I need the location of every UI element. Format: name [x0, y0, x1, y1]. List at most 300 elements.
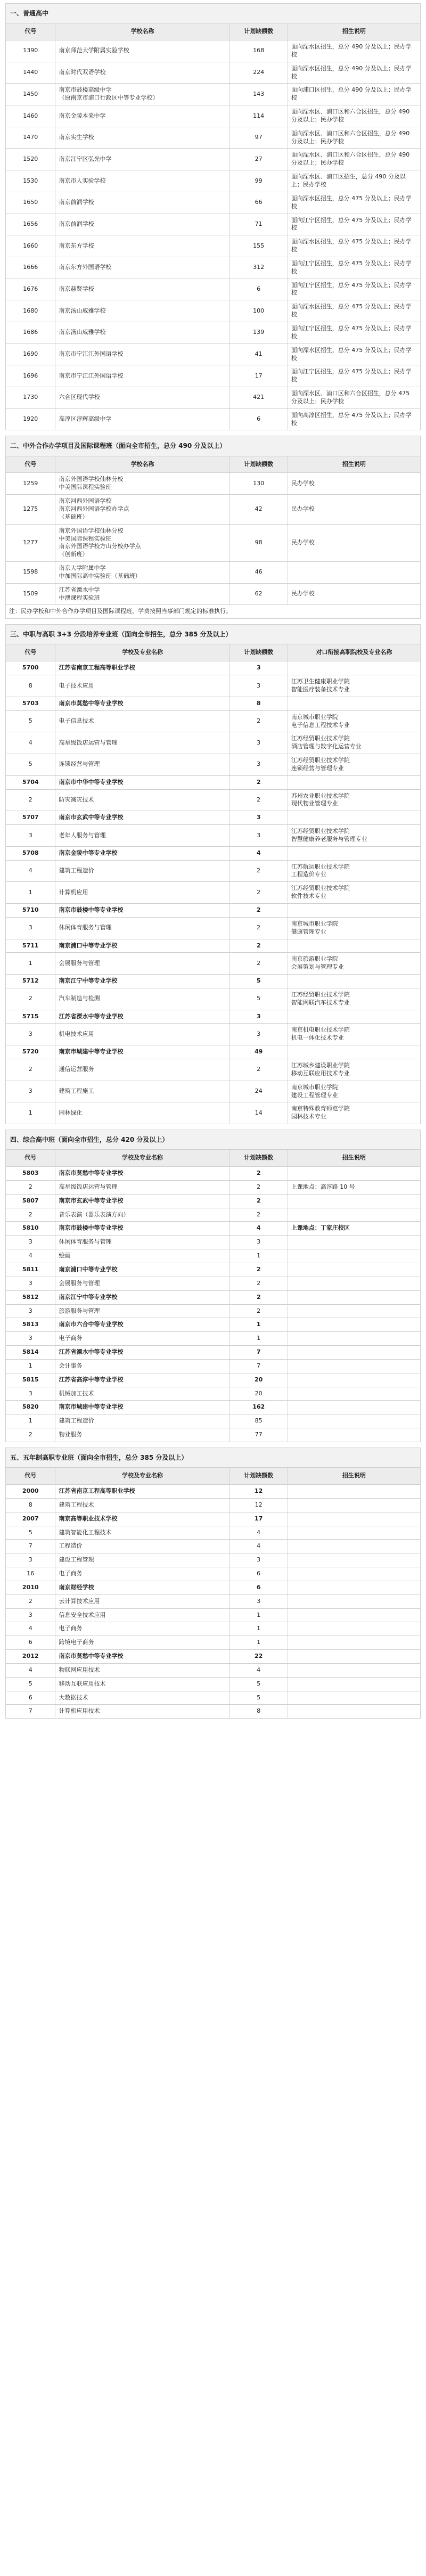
note-cell — [288, 1691, 420, 1705]
count-cell: 4 — [230, 1540, 288, 1553]
count-cell: 2 — [230, 1263, 288, 1277]
table-row — [6, 1208, 421, 1222]
code-cell: 2 — [6, 1180, 55, 1194]
table-row — [6, 1622, 421, 1636]
code-cell: 5811 — [6, 1263, 55, 1277]
note-cell: 面向浦口区招生，总分 490 分及以上；民办学校 — [288, 84, 420, 105]
code-cell: 1 — [6, 1359, 55, 1373]
note-cell: 上课地点：丁家庄校区 — [288, 1222, 420, 1236]
name-cell: 休闲体育服务与管理 — [55, 917, 230, 939]
count-cell: 5 — [230, 1691, 288, 1705]
name-cell: 南京市城建中等专业学校 — [55, 1045, 230, 1059]
name-cell: 电子信息技术 — [55, 710, 230, 732]
note-cell: 南京旅游职业学院 会展策划与管理专业 — [288, 953, 420, 975]
name-cell: 机电技术应用 — [55, 1024, 230, 1045]
code-cell: 5803 — [6, 1167, 55, 1181]
count-cell: 2 — [230, 904, 288, 918]
code-cell: 2 — [6, 1428, 55, 1442]
note-cell: 面向溧水区招生，总分 475 分及以上；民办学校 — [288, 344, 420, 365]
table-row — [6, 1414, 421, 1428]
note-cell: 面向江宁区招生，总分 475 分及以上；民办学校 — [288, 214, 420, 235]
note-cell — [288, 1526, 420, 1540]
column-header: 学校及专业名称 — [55, 1468, 230, 1485]
note-cell: 江苏经贸职业技术学院 酒店管理与数字化运营专业 — [288, 732, 420, 754]
code-cell: 7 — [6, 1540, 55, 1553]
count-cell: 3 — [230, 811, 288, 825]
section-title: 三、中职与高职 3+3 分段培养专业班（面向全市招生，总分 385 分及以上） — [5, 624, 421, 644]
count-cell: 143 — [230, 84, 288, 105]
count-cell: 155 — [230, 235, 288, 257]
count-cell: 1 — [230, 1318, 288, 1332]
name-cell: 高星级饭店运营与管理 — [55, 1180, 230, 1194]
count-cell: 12 — [230, 1484, 288, 1498]
count-cell: 3 — [230, 754, 288, 776]
name-cell: 信息安全技术应用 — [55, 1608, 230, 1622]
code-cell: 5708 — [6, 846, 55, 860]
section-table — [5, 1149, 421, 1442]
note-cell: 面向溧水区招生，总分 475 分及以上；民办学校 — [288, 300, 420, 322]
code-cell: 5812 — [6, 1290, 55, 1304]
name-cell: 移动互联应用技术 — [55, 1677, 230, 1691]
note-cell: 江苏经贸职业技术学院 智能网联汽车技术专业 — [288, 988, 420, 1010]
name-cell: 南京浦口中等专业学校 — [55, 1263, 230, 1277]
name-cell: 南京财经学校 — [55, 1581, 230, 1594]
code-cell: 1920 — [6, 408, 55, 430]
note-cell — [288, 1553, 420, 1567]
column-header: 学校及专业名称 — [55, 1150, 230, 1167]
note-cell: 民办学校 — [288, 495, 420, 525]
note-cell — [288, 1208, 420, 1222]
name-cell: 南京江宁中等专业学校 — [55, 1290, 230, 1304]
column-header: 代号 — [6, 456, 55, 473]
table-row — [6, 860, 421, 882]
table-row — [6, 40, 421, 62]
name-cell: 南京高等职业技术学校 — [55, 1512, 230, 1526]
code-cell: 1650 — [6, 192, 55, 214]
count-cell: 97 — [230, 127, 288, 149]
count-cell: 3 — [230, 1010, 288, 1024]
name-cell: 电子商务 — [55, 1332, 230, 1346]
name-cell: 南京市莫愁中等专业学校 — [55, 1650, 230, 1664]
count-cell: 98 — [230, 524, 288, 561]
note-cell: 面向溧水区、浦口区和六合区招生，总分 490 分及以上；民办学校 — [288, 127, 420, 149]
column-header: 招生说明 — [288, 456, 420, 473]
name-cell: 物业服务 — [55, 1428, 230, 1442]
code-cell: 3 — [6, 917, 55, 939]
name-cell: 南京金陵中等专业学校 — [55, 846, 230, 860]
code-cell: 1 — [6, 1102, 55, 1124]
count-cell: 4 — [230, 1526, 288, 1540]
note-cell — [288, 1045, 420, 1059]
count-cell: 130 — [230, 473, 288, 495]
note-cell: 面向江宁区招生，总分 475 分及以上；民办学校 — [288, 365, 420, 387]
table-row — [6, 322, 421, 344]
table-row — [6, 1277, 421, 1290]
code-cell: 5820 — [6, 1401, 55, 1414]
table-row — [6, 1059, 421, 1081]
count-cell: 41 — [230, 344, 288, 365]
note-cell: 南京机电职业技术学院 机电一体化技术专业 — [288, 1024, 420, 1045]
note-cell: 面向江宁区招生，总分 475 分及以上；民办学校 — [288, 257, 420, 279]
name-cell: 园林绿化 — [55, 1102, 230, 1124]
column-header: 代号 — [6, 1150, 55, 1167]
note-cell — [288, 1373, 420, 1387]
code-cell: 4 — [6, 1663, 55, 1677]
name-cell: 六合区现代学校 — [55, 387, 230, 409]
school-group-row — [6, 1194, 421, 1208]
note-cell: 江苏城乡建设职业学院 移动互联应用技术专业 — [288, 1059, 420, 1081]
code-cell: 3 — [6, 1024, 55, 1045]
name-cell: 音乐表演（器乐表演方向） — [55, 1208, 230, 1222]
code-cell: 3 — [6, 825, 55, 847]
table-row — [6, 1359, 421, 1373]
count-cell: 6 — [230, 1567, 288, 1581]
code-cell: 5815 — [6, 1373, 55, 1387]
note-cell — [288, 1622, 420, 1636]
count-cell: 2 — [230, 1304, 288, 1318]
name-cell: 南京时代双语学校 — [55, 62, 230, 84]
school-group-row — [6, 1581, 421, 1594]
table-row — [6, 710, 421, 732]
school-group-row — [6, 1373, 421, 1387]
table-row — [6, 1540, 421, 1553]
school-group-row — [6, 1045, 421, 1059]
count-cell: 5 — [230, 988, 288, 1010]
code-cell: 2 — [6, 1059, 55, 1081]
school-group-row — [6, 1512, 421, 1526]
note-cell: 南京城市职业学院 健康管理专业 — [288, 917, 420, 939]
note-cell — [288, 1581, 420, 1594]
count-cell: 1 — [230, 1332, 288, 1346]
count-cell: 2 — [230, 917, 288, 939]
code-cell: 8 — [6, 675, 55, 697]
count-cell: 2 — [230, 789, 288, 811]
count-cell: 5 — [230, 1677, 288, 1691]
name-cell: 电子商务 — [55, 1622, 230, 1636]
note-cell — [288, 1428, 420, 1442]
code-cell: 1 — [6, 1414, 55, 1428]
section-spacer — [5, 1124, 421, 1130]
school-group-row — [6, 661, 421, 675]
note-cell: 江苏经贸职业技术学院 软件技术专业 — [288, 882, 420, 904]
count-cell: 3 — [230, 825, 288, 847]
name-cell: 跨境电子商务 — [55, 1636, 230, 1650]
name-cell: 南京市城建中等专业学校 — [55, 1401, 230, 1414]
name-cell: 会计事务 — [55, 1359, 230, 1373]
table-row — [6, 1304, 421, 1318]
code-cell: 1509 — [6, 583, 55, 605]
name-cell: 南京市宁江江外国语学校 — [55, 365, 230, 387]
name-cell: 建筑智能化工程技术 — [55, 1526, 230, 1540]
code-cell: 5703 — [6, 697, 55, 710]
note-cell — [288, 1498, 420, 1512]
school-group-row — [6, 1484, 421, 1498]
count-cell: 77 — [230, 1428, 288, 1442]
note-cell — [288, 1484, 420, 1498]
column-header: 学校名称 — [55, 23, 230, 40]
count-cell: 8 — [230, 1705, 288, 1719]
table-row — [6, 1677, 421, 1691]
note-cell: 面向溧水区招生，总分 475 分及以上；民办学校 — [288, 192, 420, 214]
count-cell: 3 — [230, 675, 288, 697]
note-cell — [288, 846, 420, 860]
name-cell: 南京江宁中等专业学校 — [55, 975, 230, 988]
name-cell: 通信运营服务 — [55, 1059, 230, 1081]
note-cell — [288, 1277, 420, 1290]
name-cell: 江苏省溧水中等专业学校 — [55, 1010, 230, 1024]
code-cell: 3 — [6, 1304, 55, 1318]
table-row — [6, 1024, 421, 1045]
name-cell: 南京江宁区弘光中学 — [55, 149, 230, 170]
code-cell: 1598 — [6, 562, 55, 584]
count-cell: 85 — [230, 1414, 288, 1428]
code-cell: 5 — [6, 1677, 55, 1691]
footnote: 注：民办学校和中外合作办学项目及国际课程班，学费按照当事部门规定的标准执行。 — [6, 605, 421, 619]
count-cell: 139 — [230, 322, 288, 344]
table-row — [6, 473, 421, 495]
code-cell: 1520 — [6, 149, 55, 170]
name-cell: 江苏省南京工程高等职业学校 — [55, 1484, 230, 1498]
table-row — [6, 408, 421, 430]
school-group-row — [6, 1346, 421, 1360]
name-cell: 南京市莫愁中等专业学校 — [55, 1167, 230, 1181]
note-cell — [288, 1414, 420, 1428]
note-cell: 江苏卫生健康职业学院 智能医疗装备技术专业 — [288, 675, 420, 697]
name-cell: 会展服务与管理 — [55, 953, 230, 975]
code-cell: 1656 — [6, 214, 55, 235]
name-cell: 南京河西外国语学校 南京河西外国语学校办学点 （基础班） — [55, 495, 230, 525]
header-row — [6, 1468, 421, 1485]
count-cell: 66 — [230, 192, 288, 214]
note-cell: 江苏经贸职业技术学院 连锁经营与管理专业 — [288, 754, 420, 776]
count-cell: 3 — [230, 1024, 288, 1045]
table-row — [6, 1691, 421, 1705]
count-cell: 3 — [230, 1553, 288, 1567]
section-spacer — [5, 430, 421, 436]
table-row — [6, 279, 421, 300]
note-cell: 南京城市职业学院 电子信息工程技术专业 — [288, 710, 420, 732]
note-cell — [288, 1512, 420, 1526]
code-cell: 1 — [6, 882, 55, 904]
code-cell: 5814 — [6, 1346, 55, 1360]
count-cell: 2 — [230, 1208, 288, 1222]
column-header: 学校名称 — [55, 456, 230, 473]
school-group-row — [6, 811, 421, 825]
name-cell: 江苏省高淳中等专业学校 — [55, 1373, 230, 1387]
name-cell: 南京实生学校 — [55, 127, 230, 149]
count-cell: 20 — [230, 1373, 288, 1387]
count-cell: 71 — [230, 214, 288, 235]
code-cell: 3 — [6, 1081, 55, 1102]
count-cell: 7 — [230, 1359, 288, 1373]
note-cell: 面向溧水区、浦口区和六合区招生，总分 490 分及以上；民办学校 — [288, 149, 420, 170]
code-cell: 1390 — [6, 40, 55, 62]
name-cell: 南京市中华中等专业学校 — [55, 775, 230, 789]
school-group-row — [6, 1401, 421, 1414]
table-row — [6, 387, 421, 409]
note-cell: 江苏经贸职业技术学院 智慧健康养老服务与管理专业 — [288, 825, 420, 847]
name-cell: 建筑工程造价 — [55, 1414, 230, 1428]
name-cell: 南京市玄武中等专业学校 — [55, 1194, 230, 1208]
school-group-row — [6, 1167, 421, 1181]
code-cell: 1450 — [6, 84, 55, 105]
school-group-row — [6, 1650, 421, 1664]
table-row — [6, 105, 421, 127]
name-cell: 工程造价 — [55, 1540, 230, 1553]
count-cell: 168 — [230, 40, 288, 62]
table-row — [6, 257, 421, 279]
school-group-row — [6, 975, 421, 988]
table-row — [6, 1636, 421, 1650]
section-table — [5, 644, 421, 1124]
note-cell: 面向溧水区、浦口区和六合区招生，总分 490 分及以上；民办学校 — [288, 105, 420, 127]
count-cell: 2 — [230, 1290, 288, 1304]
code-cell: 2 — [6, 1208, 55, 1222]
name-cell: 物联网应用技术 — [55, 1663, 230, 1677]
table-row — [6, 988, 421, 1010]
school-group-row — [6, 775, 421, 789]
section-table — [5, 23, 421, 430]
note-cell — [288, 1663, 420, 1677]
count-cell: 7 — [230, 1346, 288, 1360]
column-header: 代号 — [6, 1468, 55, 1485]
code-cell: 2000 — [6, 1484, 55, 1498]
name-cell: 南京市宁江江外国语学校 — [55, 344, 230, 365]
count-cell: 17 — [230, 365, 288, 387]
table-row — [6, 62, 421, 84]
section-title: 一、普通高中 — [5, 3, 421, 23]
name-cell: 南京外国语学校仙林分校 中美国际课程实验班 — [55, 473, 230, 495]
school-group-row — [6, 697, 421, 710]
footnote-row — [6, 605, 421, 619]
count-cell: 27 — [230, 149, 288, 170]
code-cell: 2 — [6, 988, 55, 1010]
section-table — [5, 1467, 421, 1719]
count-cell: 421 — [230, 387, 288, 409]
note-cell: 面向溧水区、浦口区和六合区招生，总分 475 分及以上；民办学校 — [288, 387, 420, 409]
header-row — [6, 23, 421, 40]
code-cell: 5700 — [6, 661, 55, 675]
note-cell — [288, 661, 420, 675]
count-cell: 3 — [230, 661, 288, 675]
header-row — [6, 1150, 421, 1167]
name-cell: 计算机应用技术 — [55, 1705, 230, 1719]
code-cell: 5707 — [6, 811, 55, 825]
count-cell: 162 — [230, 1401, 288, 1414]
note-cell: 面向溧水区、浦口区招生，总分 490 分及以上；民办学校 — [288, 170, 420, 192]
name-cell: 连锁经营与管理 — [55, 754, 230, 776]
count-cell: 114 — [230, 105, 288, 127]
note-cell — [288, 1594, 420, 1608]
count-cell: 100 — [230, 300, 288, 322]
table-row — [6, 1663, 421, 1677]
column-header: 学校及专业名称 — [55, 644, 230, 661]
count-cell: 12 — [230, 1498, 288, 1512]
column-header: 招生说明 — [288, 1468, 420, 1485]
code-cell: 5710 — [6, 904, 55, 918]
name-cell: 防灾减灾技术 — [55, 789, 230, 811]
note-cell — [288, 1359, 420, 1373]
code-cell: 5810 — [6, 1222, 55, 1236]
note-cell — [288, 1010, 420, 1024]
count-cell: 1 — [230, 1608, 288, 1622]
school-group-row — [6, 1222, 421, 1236]
name-cell: 建设工程管理 — [55, 1553, 230, 1567]
note-cell: 民办学校 — [288, 583, 420, 605]
note-cell — [288, 904, 420, 918]
code-cell: 4 — [6, 732, 55, 754]
school-group-row — [6, 1263, 421, 1277]
table-row — [6, 1705, 421, 1719]
school-group-row — [6, 846, 421, 860]
name-cell: 老年人服务与管理 — [55, 825, 230, 847]
count-cell: 6 — [230, 408, 288, 430]
section-title: 二、中外合作办学项目及国际课程班（面向全市招生，总分 490 分及以上） — [5, 436, 421, 455]
count-cell: 62 — [230, 583, 288, 605]
name-cell: 南京市玄武中等专业学校 — [55, 811, 230, 825]
name-cell: 南京市鼓楼高级中学 （原南京市浦口行政区中等专业学校） — [55, 84, 230, 105]
note-cell — [288, 1401, 420, 1414]
column-header: 代号 — [6, 23, 55, 40]
note-cell — [288, 1387, 420, 1401]
table-row — [6, 917, 421, 939]
count-cell: 6 — [230, 1581, 288, 1594]
count-cell: 3 — [230, 732, 288, 754]
note-cell — [288, 1332, 420, 1346]
name-cell: 南京市人实验学校 — [55, 170, 230, 192]
count-cell: 22 — [230, 1650, 288, 1664]
table-row — [6, 84, 421, 105]
count-cell: 3 — [230, 1236, 288, 1249]
code-cell: 1275 — [6, 495, 55, 525]
code-cell: 5715 — [6, 1010, 55, 1024]
note-cell — [288, 1318, 420, 1332]
name-cell: 江苏省南京工程高等职业学校 — [55, 661, 230, 675]
code-cell: 4 — [6, 1622, 55, 1636]
note-cell — [288, 1194, 420, 1208]
code-cell: 3 — [6, 1553, 55, 1567]
note-cell — [288, 1236, 420, 1249]
table-row — [6, 1498, 421, 1512]
column-header: 计划缺额数 — [230, 644, 288, 661]
name-cell: 南京市鼓楼中等专业学校 — [55, 1222, 230, 1236]
code-cell: 2012 — [6, 1650, 55, 1664]
count-cell: 224 — [230, 62, 288, 84]
name-cell: 会展服务与管理 — [55, 1277, 230, 1290]
count-cell: 3 — [230, 1594, 288, 1608]
code-cell: 1730 — [6, 387, 55, 409]
code-cell: 1259 — [6, 473, 55, 495]
name-cell: 建筑工程施工 — [55, 1081, 230, 1102]
name-cell: 建筑工程技术 — [55, 1498, 230, 1512]
name-cell: 南京市鼓楼中等专业学校 — [55, 904, 230, 918]
count-cell: 1 — [230, 1622, 288, 1636]
name-cell: 云计算技术应用 — [55, 1594, 230, 1608]
code-cell: 1690 — [6, 344, 55, 365]
name-cell: 南京汤山威雅学校 — [55, 300, 230, 322]
header-row — [6, 644, 421, 661]
note-cell — [288, 1249, 420, 1263]
code-cell: 5 — [6, 1526, 55, 1540]
count-cell: 17 — [230, 1512, 288, 1526]
table-row — [6, 1249, 421, 1263]
table-row — [6, 1332, 421, 1346]
note-cell — [288, 1263, 420, 1277]
name-cell: 汽车制造与检测 — [55, 988, 230, 1010]
code-cell: 1680 — [6, 300, 55, 322]
table-row — [6, 235, 421, 257]
note-cell: 苏州农业职业技术学院 现代物业管理专业 — [288, 789, 420, 811]
